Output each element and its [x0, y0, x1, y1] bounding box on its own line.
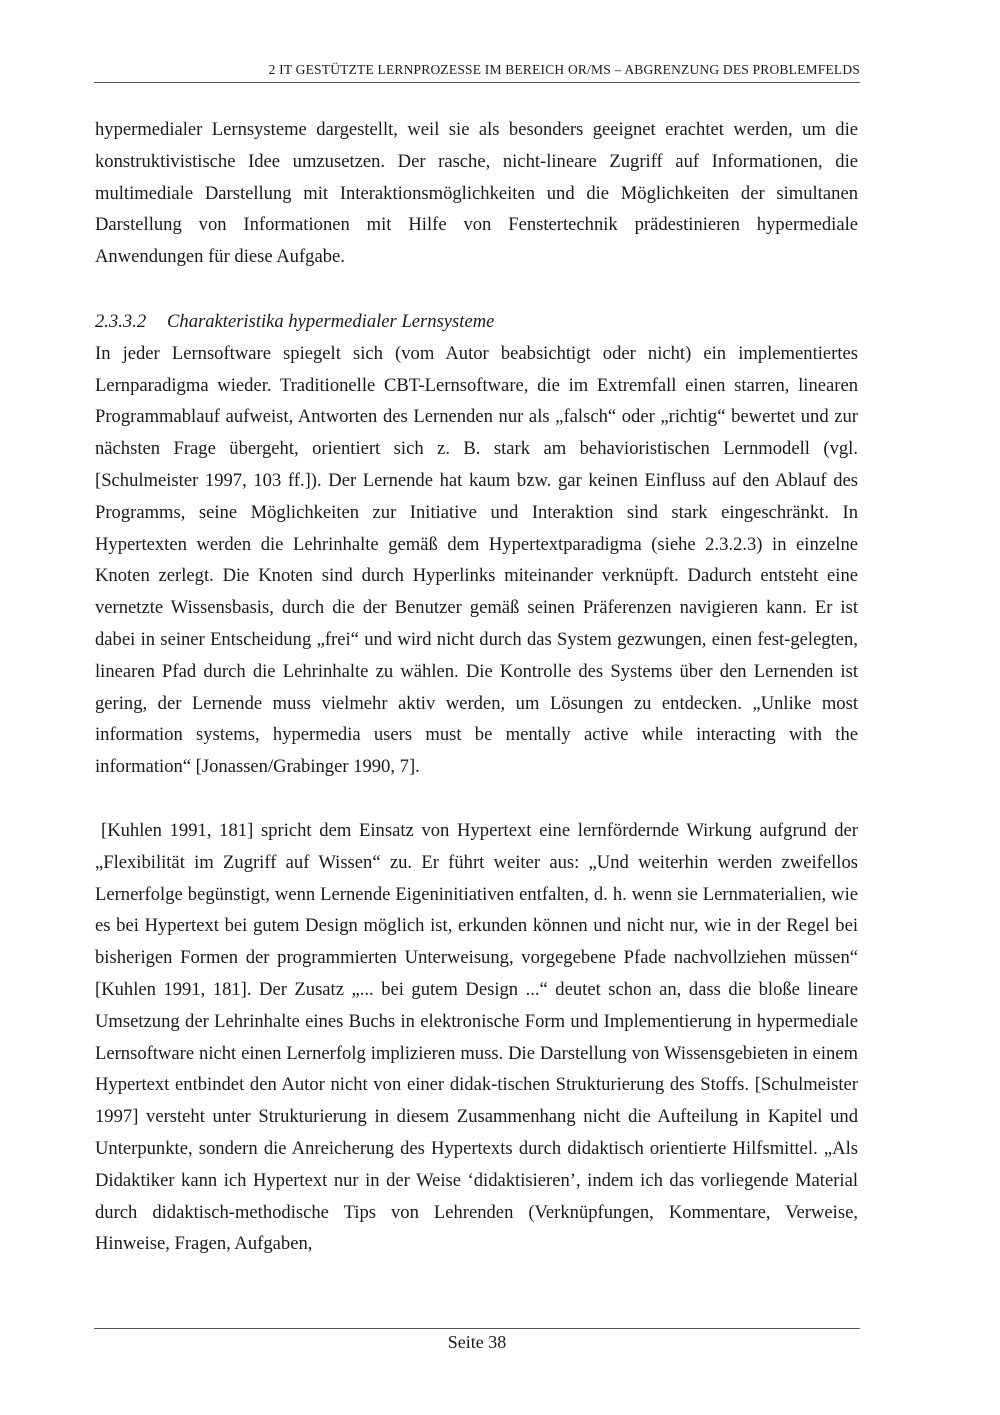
page-number: Seite 38: [447, 1332, 507, 1352]
paragraph-kuhlen: [Kuhlen 1991, 181] spricht dem Einsatz von Hypertext eine lernfördernde Wirkung aufgrund der „Flexibilität im Zugriff auf Wissen“ zu. Er führt weiter aus: „Und weiterhin werden zweifellos Lernerfolge begünstigt, wenn Lernende Eigeninitiativen entfalten, d. h. wenn sie Lernmaterialien, wie es bei Hypertext bei gutem Design möglich ist, erkunden können und nicht nur, wie in der Regel bei bisherigen Formen der programmierten Unterweisung, vorgegebene Pfade nachvollziehen müssen“ [Kuhlen 1991, 181]. Der Zusatz „... bei gutem Design ...“ deutet schon an, dass die bloße lineare Umsetzung der Lehrinhalte eines Buchs in elektronische Form und Implementierung in hypermediale Lernsoftware nicht einen Lernerfolg implizieren muss. Die Darstellung von Wissensgebieten in einem Hypertext entbindet den Autor nicht von einer didak-tischen Strukturierung des Stoffs. [Schulmeister 1997] versteht unter Strukturierung in diesem Zusammenhang nicht die Aufteilung in Kapitel und Unterpunkte, sondern die Anreicherung des Hypertexts durch didaktisch orientierte Hilfsmittel. „Als Didaktiker kann ich Hypertext nur in der Weise ‘didaktisieren’, indem ich das vorliegende Material durch didaktisch-methodische Tips von Lehrenden (Verknüpfungen, Kommentare, Verweise, Hinweise, Fragen, Aufgaben,: [95, 819, 858, 1255]
page-content: [95, 114, 858, 1260]
section-heading: [95, 306, 858, 338]
section-title: Charakteristika hypermedialer Lernsysteme: [167, 310, 495, 332]
running-header: 2 IT GESTÜTZTE LERNPROZESSE IM BEREICH OR/MS – ABGRENZUNG DES PROBLEMFELDS: [268, 62, 860, 77]
header-rule: [94, 82, 860, 83]
section-number: 2.3.3.2: [95, 310, 147, 332]
footer-rule: [94, 1328, 860, 1329]
paragraph-lernparadigma: In jeder Lernsoftware spiegelt sich (vom Autor beabsichtigt oder nicht) ein implementiertes Lernparadigma wieder. Traditionelle CBT-Lernsoftware, die im Extremfall einen starren, linearen Programmablauf aufweist, Antworten des Lernenden nur als „falsch“ oder „richtig“ bewertet und zur nächsten Frage übergeht, orientiert sich z. B. stark am behavioristischen Lernmodell (vgl. [Schulmeister 1997, 103 ff.]). Der Lernende hat kaum bzw. gar keinen Einfluss auf den Ablauf des Programms, seine Möglichkeiten zur Initiative und Interaktion sind stark eingeschränkt. In Hypertexten werden die Lehrinhalte gemäß dem Hypertextparadigma (siehe 2.3.2.3) in einzelne Knoten zerlegt. Die Knoten sind durch Hyperlinks miteinander verknüpft. Dadurch entsteht eine vernetzte Wissensbasis, durch die der Benutzer gemäß seinen Präferenzen navigieren kann. Er ist dabei in seiner Entscheidung „frei“ und wird nicht durch das System gezwungen, einen fest-gelegten, linearen Pfad durch die Lehrinhalte zu wählen. Die Kontrolle des Systems über den Lernenden ist gering, der Lernende muss vielmehr aktiv werden, um Lösungen zu entdecken. „Unlike most information systems, hypermedia users must be mentally active while interacting with the information“ [Jonassen/Grabinger 1990, 7].: [95, 342, 858, 778]
paragraph-intro: hypermedialer Lernsysteme dargestellt, weil sie als besonders geeignet erachtet werden, um die konstruktivistische Idee umzusetzen. Der rasche, nicht-lineare Zugriff auf Informationen, die multimediale Darstellung mit Interaktionsmöglichkeiten und die Möglichkeiten der simultanen Darstellung von Informationen mit Hilfe von Fenstertechnik prädestinieren hypermediale Anwendungen für diese Aufgabe.: [95, 119, 858, 268]
